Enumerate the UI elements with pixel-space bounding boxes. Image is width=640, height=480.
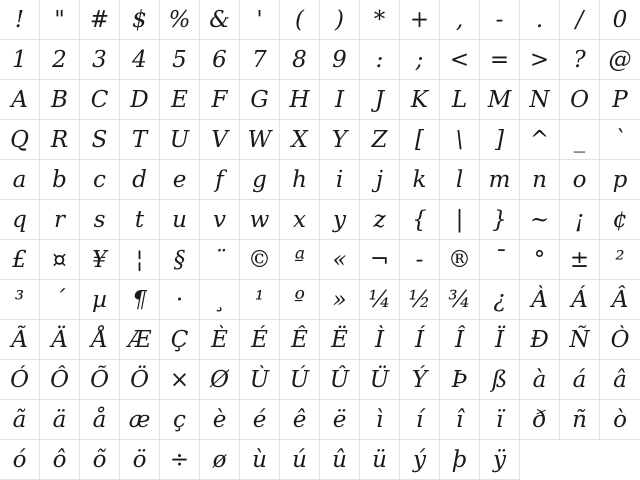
glyph-cell: Î <box>440 320 480 360</box>
glyph-cell: f <box>200 160 240 200</box>
glyph-cell: þ <box>440 440 480 480</box>
glyph-cell: 2 <box>40 40 80 80</box>
glyph-cell: h <box>280 160 320 200</box>
glyph-cell: * <box>360 0 400 40</box>
glyph-row <box>0 240 640 280</box>
glyph-cell: ÷ <box>160 440 200 480</box>
glyph-cell: ± <box>560 240 600 280</box>
glyph-cell: j <box>360 160 400 200</box>
glyph-cell: ô <box>40 440 80 480</box>
glyph-cell: g <box>240 160 280 200</box>
glyph-cell: ÿ <box>480 440 520 480</box>
glyph-cell: ¯ <box>480 240 520 280</box>
glyph-cell: ° <box>520 240 560 280</box>
glyph-cell: º <box>280 280 320 320</box>
glyph-cell: 1 <box>0 40 40 80</box>
glyph-cell: Ø <box>200 360 240 400</box>
glyph-row <box>0 0 640 40</box>
glyph-cell: æ <box>120 400 160 440</box>
glyph-cell: × <box>160 360 200 400</box>
glyph-cell: 4 <box>120 40 160 80</box>
glyph-cell: é <box>240 400 280 440</box>
glyph-cell: 7 <box>240 40 280 80</box>
glyph-cell: Ú <box>280 360 320 400</box>
glyph-cell: s <box>80 200 120 240</box>
glyph-cell: ¹ <box>240 280 280 320</box>
glyph-cell: ø <box>200 440 240 480</box>
glyph-cell: ³ <box>0 280 40 320</box>
glyph-row <box>0 200 640 240</box>
glyph-row <box>0 360 640 400</box>
glyph-cell: | <box>440 200 480 240</box>
glyph-cell: U <box>160 120 200 160</box>
glyph-cell: Ã <box>0 320 40 360</box>
glyph-cell: C <box>80 80 120 120</box>
glyph-cell: W <box>240 120 280 160</box>
glyph-cell: ¸ <box>200 280 240 320</box>
glyph-cell: I <box>320 80 360 120</box>
glyph-cell: ´ <box>40 280 80 320</box>
glyph-cell: ß <box>480 360 520 400</box>
glyph-cell: ð <box>520 400 560 440</box>
glyph-cell: Ï <box>480 320 520 360</box>
glyph-cell: « <box>320 240 360 280</box>
glyph-cell: A <box>0 80 40 120</box>
glyph-cell: Ó <box>0 360 40 400</box>
glyph-cell: : <box>360 40 400 80</box>
glyph-cell: ] <box>480 120 520 160</box>
glyph-cell: ¶ <box>120 280 160 320</box>
glyph-cell: Á <box>560 280 600 320</box>
glyph-cell: ö <box>120 440 160 480</box>
glyph-cell: { <box>400 200 440 240</box>
glyph-cell: ¤ <box>40 240 80 280</box>
glyph-cell: a <box>0 160 40 200</box>
glyph-cell: î <box>440 400 480 440</box>
glyph-cell: á <box>560 360 600 400</box>
glyph-cell: o <box>560 160 600 200</box>
glyph-cell: ì <box>360 400 400 440</box>
glyph-cell: ^ <box>520 120 560 160</box>
glyph-cell: = <box>480 40 520 80</box>
glyph-cell: - <box>400 240 440 280</box>
glyph-cell: · <box>160 280 200 320</box>
glyph-cell: N <box>520 80 560 120</box>
glyph-cell: ú <box>280 440 320 480</box>
glyph-cell: ! <box>0 0 40 40</box>
glyph-cell: D <box>120 80 160 120</box>
glyph-cell: y <box>320 200 360 240</box>
glyph-cell: 3 <box>80 40 120 80</box>
glyph-cell: µ <box>80 280 120 320</box>
glyph-cell: Þ <box>440 360 480 400</box>
glyph-cell: í <box>400 400 440 440</box>
glyph-cell: Ð <box>520 320 560 360</box>
glyph-cell: > <box>520 40 560 80</box>
glyph-row <box>0 440 640 480</box>
glyph-cell: + <box>400 0 440 40</box>
glyph-cell: ² <box>600 240 640 280</box>
glyph-cell: . <box>520 0 560 40</box>
glyph-cell: < <box>440 40 480 80</box>
glyph-row <box>0 400 640 440</box>
glyph-cell: Ü <box>360 360 400 400</box>
glyph-cell: k <box>400 160 440 200</box>
glyph-cell: ü <box>360 440 400 480</box>
glyph-row <box>0 80 640 120</box>
glyph-cell: M <box>480 80 520 120</box>
glyph-cell: G <box>240 80 280 120</box>
empty-cell <box>520 440 560 480</box>
glyph-cell: » <box>320 280 360 320</box>
glyph-cell: £ <box>0 240 40 280</box>
glyph-cell: B <box>40 80 80 120</box>
glyph-cell: Â <box>600 280 640 320</box>
glyph-cell: q <box>0 200 40 240</box>
glyph-cell: J <box>360 80 400 120</box>
glyph-cell: ï <box>480 400 520 440</box>
glyph-cell: } <box>480 200 520 240</box>
glyph-cell: b <box>40 160 80 200</box>
glyph-cell: r <box>40 200 80 240</box>
glyph-cell: t <box>120 200 160 240</box>
glyph-cell: À <box>520 280 560 320</box>
glyph-cell: ¬ <box>360 240 400 280</box>
glyph-cell: V <box>200 120 240 160</box>
glyph-cell: ¥ <box>80 240 120 280</box>
glyph-cell: ¡ <box>560 200 600 240</box>
glyph-cell: 5 <box>160 40 200 80</box>
glyph-cell: Õ <box>80 360 120 400</box>
glyph-cell: 8 <box>280 40 320 80</box>
glyph-cell: ® <box>440 240 480 280</box>
glyph-cell: m <box>480 160 520 200</box>
glyph-cell: ) <box>320 0 360 40</box>
glyph-cell: , <box>440 0 480 40</box>
glyph-cell: ã <box>0 400 40 440</box>
glyph-cell: ù <box>240 440 280 480</box>
glyph-cell: Ì <box>360 320 400 360</box>
glyph-cell: Ò <box>600 320 640 360</box>
glyph-row <box>0 120 640 160</box>
glyph-cell: 6 <box>200 40 240 80</box>
glyph-cell: @ <box>600 40 640 80</box>
glyph-cell: ( <box>280 0 320 40</box>
glyph-cell: É <box>240 320 280 360</box>
glyph-cell: Û <box>320 360 360 400</box>
glyph-cell: ë <box>320 400 360 440</box>
glyph-cell: ' <box>240 0 280 40</box>
glyph-cell: Ç <box>160 320 200 360</box>
glyph-cell: à <box>520 360 560 400</box>
empty-cell <box>560 440 600 480</box>
glyph-row <box>0 40 640 80</box>
glyph-cell: ä <box>40 400 80 440</box>
empty-cell <box>600 440 640 480</box>
glyph-cell: K <box>400 80 440 120</box>
glyph-cell: H <box>280 80 320 120</box>
glyph-cell: - <box>480 0 520 40</box>
glyph-cell: Ë <box>320 320 360 360</box>
glyph-cell: l <box>440 160 480 200</box>
glyph-cell: ¼ <box>360 280 400 320</box>
glyph-cell: w <box>240 200 280 240</box>
glyph-cell: õ <box>80 440 120 480</box>
glyph-cell: $ <box>120 0 160 40</box>
glyph-cell: ó <box>0 440 40 480</box>
glyph-cell: ` <box>600 120 640 160</box>
glyph-cell: d <box>120 160 160 200</box>
glyph-cell: L <box>440 80 480 120</box>
glyph-cell: R <box>40 120 80 160</box>
glyph-cell: ~ <box>520 200 560 240</box>
glyph-cell: E <box>160 80 200 120</box>
glyph-cell: [ <box>400 120 440 160</box>
glyph-cell: ¿ <box>480 280 520 320</box>
glyph-cell: 0 <box>600 0 640 40</box>
glyph-cell: / <box>560 0 600 40</box>
glyph-cell: © <box>240 240 280 280</box>
glyph-cell: ? <box>560 40 600 80</box>
glyph-row <box>0 320 640 360</box>
glyph-cell: O <box>560 80 600 120</box>
glyph-cell: å <box>80 400 120 440</box>
glyph-cell: ê <box>280 400 320 440</box>
glyph-cell: ¨ <box>200 240 240 280</box>
glyph-cell: Í <box>400 320 440 360</box>
glyph-cell: Å <box>80 320 120 360</box>
glyph-cell: Ý <box>400 360 440 400</box>
glyph-cell: Q <box>0 120 40 160</box>
glyph-cell: ¦ <box>120 240 160 280</box>
glyph-cell: n <box>520 160 560 200</box>
glyph-cell: " <box>40 0 80 40</box>
glyph-cell: ; <box>400 40 440 80</box>
glyph-cell: ª <box>280 240 320 280</box>
glyph-cell: Ñ <box>560 320 600 360</box>
glyph-cell: Z <box>360 120 400 160</box>
glyph-cell: È <box>200 320 240 360</box>
glyph-cell: ñ <box>560 400 600 440</box>
glyph-cell: Ù <box>240 360 280 400</box>
glyph-cell: ý <box>400 440 440 480</box>
glyph-cell: e <box>160 160 200 200</box>
glyph-cell: Ô <box>40 360 80 400</box>
glyph-cell: ò <box>600 400 640 440</box>
glyph-cell: # <box>80 0 120 40</box>
glyph-cell: u <box>160 200 200 240</box>
glyph-cell: v <box>200 200 240 240</box>
glyph-cell: ¾ <box>440 280 480 320</box>
glyph-cell: _ <box>560 120 600 160</box>
glyph-cell: ç <box>160 400 200 440</box>
glyph-cell: è <box>200 400 240 440</box>
glyph-cell: Y <box>320 120 360 160</box>
glyph-cell: S <box>80 120 120 160</box>
glyph-cell: Ö <box>120 360 160 400</box>
glyph-cell: p <box>600 160 640 200</box>
glyph-row <box>0 280 640 320</box>
glyph-cell: P <box>600 80 640 120</box>
glyph-cell: F <box>200 80 240 120</box>
glyph-cell: c <box>80 160 120 200</box>
glyph-cell: X <box>280 120 320 160</box>
glyph-cell: \ <box>440 120 480 160</box>
glyph-cell: i <box>320 160 360 200</box>
glyph-cell: û <box>320 440 360 480</box>
glyph-cell: z <box>360 200 400 240</box>
glyph-row <box>0 160 640 200</box>
glyph-cell: % <box>160 0 200 40</box>
glyph-cell: Æ <box>120 320 160 360</box>
glyph-cell: & <box>200 0 240 40</box>
glyph-cell: ¢ <box>600 200 640 240</box>
glyph-cell: Ä <box>40 320 80 360</box>
glyph-cell: x <box>280 200 320 240</box>
glyph-cell: â <box>600 360 640 400</box>
glyph-cell: 9 <box>320 40 360 80</box>
glyph-cell: ½ <box>400 280 440 320</box>
glyph-cell: Ê <box>280 320 320 360</box>
glyph-cell: § <box>160 240 200 280</box>
glyph-cell: T <box>120 120 160 160</box>
